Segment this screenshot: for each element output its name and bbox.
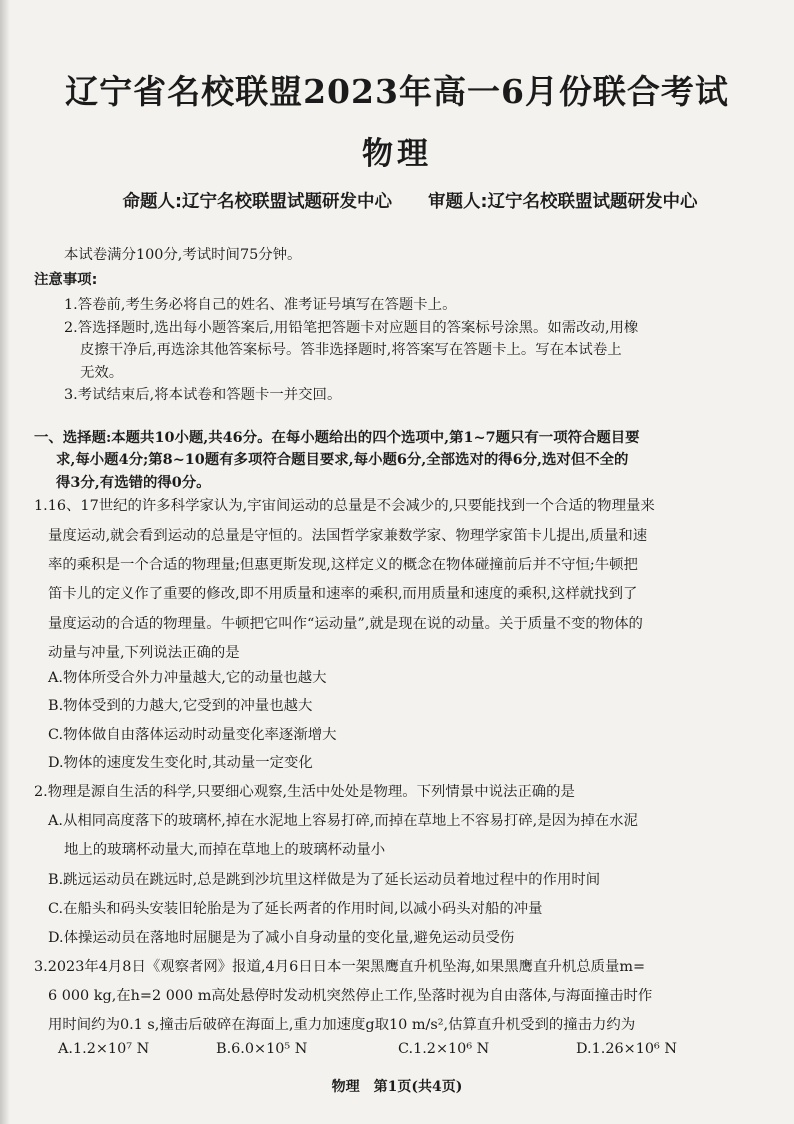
intro-text: 本试卷满分100分,考试时间75分钟。: [64, 247, 302, 263]
q3-stem: 3.2023年4月8日《观察者网》报道,4月6日日本一架黑鹰直升机坠海,如果黑鹰直升机总质量m=: [34, 959, 646, 975]
q2-option-a-cont: 地上的玻璃杯动量大,而掉在草地上的玻璃杯动量小: [64, 842, 386, 858]
section-heading: 一、选择题:本题共10小题,共46分。在每小题给出的四个选项中,第1~7题只有一项符合题目要: [34, 429, 640, 446]
q3-stem: 6 000 kg,在h=2 000 m高处悬停时发动机突然停止工作,坠落时视为自由落体,与海面撞击时作: [48, 988, 653, 1004]
q1-option-b: B.物体受到的力越大,它受到的冲量也越大: [48, 698, 313, 714]
note-item: 3.考试结束后,将本试卷和答题卡一并交回。: [64, 387, 342, 403]
setter-label: 命题人:辽宁名校联盟试题研发中心: [122, 192, 392, 212]
q3-option-a: A.1.2×10⁷ N: [58, 1041, 150, 1057]
q1-option-c: C.物体做自由落体运动时动量变化率逐渐增大: [48, 727, 337, 743]
exam-title: 辽宁省名校联盟2023年高一6月份联合考试: [65, 72, 729, 111]
q1-stem: 笛卡儿的定义作了重要的修改,即不用质量和速率的乘积,而用质量和速度的乘积,这样就找到了: [48, 586, 638, 602]
q2-option-c: C.在船头和码头安装旧轮胎是为了延长两者的作用时间,以减小码头对船的冲量: [48, 901, 543, 917]
q1-option-a: A.物体所受合外力冲量越大,它的动量也越大: [48, 670, 327, 686]
q2-option-a: A.从相同高度落下的玻璃杯,掉在水泥地上容易打碎,而掉在草地上不容易打碎,是因为掉在水泥: [48, 813, 638, 829]
notes-heading: 注意事项:: [34, 272, 98, 288]
section-heading: 求,每小题4分;第8~10题有多项符合题目要求,每小题6分,全部选对的得6分,选对但不全的: [56, 451, 629, 468]
q2-option-d: D.体操运动员在落地时屈腿是为了减小自身动量的变化量,避免运动员受伤: [48, 930, 515, 946]
note-item: 1.答卷前,考生务必将自己的姓名、准考证号填写在答题卡上。: [64, 297, 457, 313]
exam-subject: 物理: [362, 136, 432, 172]
q2-stem: 2.物理是源自生活的科学,只要细心观察,生活中处处是物理。下列情景中说法正确的是: [34, 784, 575, 800]
section-heading: 得3分,有选错的得0分。: [56, 474, 211, 491]
q2-option-b: B.跳远运动员在跳远时,总是跳到沙坑里这样做是为了延长运动员着地过程中的作用时间: [48, 872, 601, 888]
q1-stem: 量度运动的合适的物理量。牛顿把它叫作“运动量”,就是现在说的动量。关于质量不变的物体的: [48, 616, 643, 632]
note-item: 皮擦干净后,再选涂其他答案标号。答非选择题时,将答案写在答题卡上。写在本试卷上: [80, 342, 622, 358]
exam-authors: [60, 188, 760, 213]
q1-option-d: D.物体的速度发生变化时,其动量一定变化: [48, 755, 313, 771]
q3-stem: 用时间约为0.1 s,撞击后破碎在海面上,重力加速度g取10 m/s²,估算直升机受到的撞击力约为: [48, 1017, 636, 1033]
reviewer-label: 审题人:辽宁名校联盟试题研发中心: [428, 192, 698, 212]
q1-stem: 量度运动,就会看到运动的总量是守恒的。法国哲学家兼数学家、物理学家笛卡儿提出,质量和速: [48, 528, 648, 544]
footer-page-number: 第1页(共4页): [373, 1079, 463, 1095]
q3-option-b: B.6.0×10⁵ N: [216, 1041, 308, 1057]
page-footer: [0, 1076, 794, 1096]
footer-subject: 物理: [331, 1079, 360, 1095]
note-item: 2.答选择题时,选出每小题答案后,用铅笔把答题卡对应题目的答案标号涂黑。如需改动,用橡: [64, 320, 639, 336]
q3-option-d: D.1.26×10⁶ N: [576, 1041, 677, 1057]
q3-option-c: C.1.2×10⁶ N: [398, 1041, 490, 1057]
note-item: 无效。: [80, 365, 124, 381]
q1-stem: 动量与冲量,下列说法正确的是: [48, 645, 240, 661]
q1-stem: 1.16、17世纪的许多科学家认为,宇宙间运动的总量是不会减少的,只要能找到一个合适的物理量来: [34, 498, 655, 514]
q1-stem: 率的乘积是一个合适的物理量;但惠更斯发现,这样定义的概念在物体碰撞前后并不守恒;牛顿把: [48, 557, 638, 573]
